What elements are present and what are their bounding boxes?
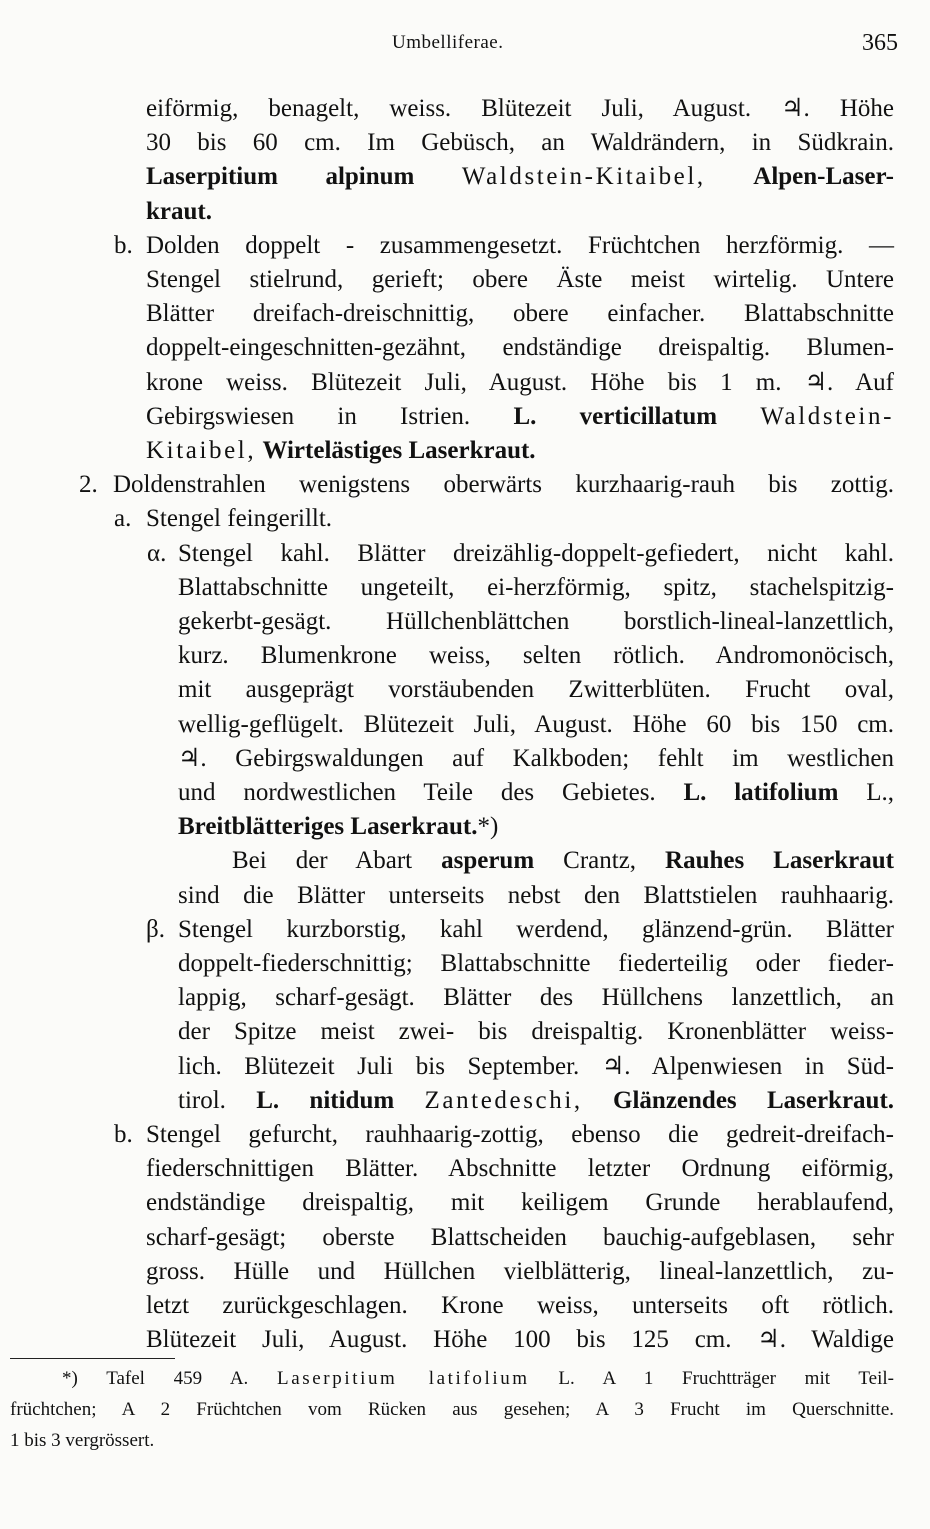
text-line (146, 195, 246, 229)
text-line (113, 468, 894, 502)
text-line (146, 92, 894, 126)
bold-term: L. latifolium (683, 779, 839, 806)
bold-term: Rauhes Laserkraut (665, 847, 895, 874)
text-run: doppelt-fiederschnittig; Blattabschnitte fiederteilig oder fieder- (178, 950, 894, 977)
text-line (146, 434, 616, 468)
text-line (146, 229, 894, 263)
text-line (146, 1118, 894, 1152)
author-name: Laserpitium latifolium (277, 1368, 530, 1389)
author-name: Waldstein- (760, 403, 894, 430)
list-marker: β. (146, 916, 165, 943)
text-run: Stengel kurzborstig, kahl werdend, glänzend-grün. Blätter (178, 916, 894, 943)
text-line (178, 639, 894, 673)
text-run: fiederschnittigen Blätter. Abschnitte letzter Ordnung eiförmig, (146, 1155, 894, 1182)
text-line (146, 126, 894, 160)
bold-term: L. nitidum (256, 1087, 395, 1114)
text-line (146, 366, 894, 400)
text-run: wellig-geflügelt. Blütezeit Juli, August. Höhe 60 bis 150 cm. (178, 711, 894, 738)
text-run: Dolden doppelt - zusammengesetzt. Früchtchen herzförmig. — (146, 232, 894, 259)
text-line (178, 810, 578, 844)
text-line (178, 947, 894, 981)
text-line (146, 1255, 894, 1289)
bold-term: Wirtelästiges Laserkraut. (262, 437, 536, 464)
text-run: scharf-gesägt; oberste Blattscheiden bauchig-aufgeblasen, sehr (146, 1224, 894, 1251)
text-line (178, 605, 894, 639)
text-run: und nordwestlichen Teile des Gebietes. (178, 779, 684, 806)
text-run: tirol. (178, 1087, 257, 1114)
text-run: Stengel stielrund, gerieft; obere Äste meist wirtelig. Untere (146, 266, 894, 293)
text-run: lappig, scharf-gesägt. Blätter des Hüllchens lanzettlich, an (178, 984, 894, 1011)
text-run: Bei der Abart (232, 847, 442, 874)
text-run: L. A 1 Fruchtträger mit Teil- (529, 1368, 894, 1389)
text-line (178, 1050, 894, 1084)
text-run: Crantz, (534, 847, 666, 874)
text-line (146, 263, 894, 297)
list-marker: 2. (79, 471, 98, 498)
text-line (232, 844, 894, 878)
text-run: der Spitze meist zwei- bis dreispaltig. Kronenblätter weiss- (178, 1018, 894, 1045)
footnote-line (10, 1427, 310, 1455)
text-run: Stengel feingerillt. (146, 505, 333, 532)
footnote-rule (10, 1358, 175, 1359)
text-run (706, 163, 754, 190)
text-line (146, 1152, 894, 1186)
text-run: Stengel gefurcht, rauhhaarig-zottig, ebenso die gedreit-dreifach- (146, 1121, 894, 1148)
bold-term: Breitblätteriges Laserkraut. (178, 813, 478, 840)
text-line (178, 776, 894, 810)
text-run: Doldenstrahlen wenigstens oberwärts kurzhaarig-rauh bis zottig. (113, 471, 894, 498)
text-line (178, 742, 894, 776)
footnote-line (10, 1396, 894, 1424)
text-run: *) Tafel 459 A. (62, 1368, 278, 1389)
text-line (178, 708, 894, 742)
text-line (146, 160, 894, 194)
text-run: endständige dreispaltig, mit keiligem Grunde herablaufend, (146, 1189, 894, 1216)
text-line (178, 879, 894, 913)
text-run: Blätter dreifach-dreischnittig, obere einfacher. Blattabschnitte (146, 300, 894, 327)
text-line (178, 1084, 894, 1118)
text-run: doppelt-eingeschnitten-gezähnt, endständige dreispaltig. Blumen- (146, 334, 894, 361)
page-number: 365 (862, 30, 898, 56)
text-run: kurz. Blumenkrone weiss, selten rötlich. Andromonöcisch, (178, 642, 894, 669)
page-header (0, 32, 930, 62)
author-name: Kitaibel, (146, 437, 257, 464)
list-marker: b. (114, 1121, 133, 1148)
bold-term: L. verticillatum (513, 403, 718, 430)
text-line (146, 1323, 894, 1357)
text-line (146, 1186, 894, 1220)
text-line (146, 297, 894, 331)
bold-term: Laserpitium alpinum (146, 163, 415, 190)
text-run (414, 163, 462, 190)
text-run: L., (838, 779, 894, 806)
text-line (146, 400, 894, 434)
running-head: Umbelliferae. (392, 32, 504, 53)
text-run: früchtchen; A 2 Früchtchen vom Rücken aus gesehen; A 3 Frucht im Querschnitte. (10, 1399, 894, 1420)
footnote-line (62, 1365, 894, 1393)
text-line (146, 1289, 894, 1323)
text-run: gross. Hülle und Hüllchen vielblätterig, lineal-lanzettlich, zu- (146, 1258, 894, 1285)
text-run: sind die Blätter unterseits nebst den Blattstielen rauhhaarig. (178, 882, 894, 909)
text-run: Blattabschnitte ungeteilt, ei-herzförmig, spitz, stachelspitzig- (178, 574, 894, 601)
list-marker: b. (114, 232, 133, 259)
text-run: lich. Blütezeit Juli bis September. ♃. Alpenwiesen in Süd- (178, 1053, 894, 1080)
bold-term: Glänzendes Laserkraut. (613, 1087, 895, 1114)
text-run: krone weiss. Blütezeit Juli, August. Höhe bis 1 m. ♃. Auf (146, 369, 894, 396)
text-run: Blütezeit Juli, August. Höhe 100 bis 125 cm. ♃. Waldige (146, 1326, 894, 1353)
text-run: eiförmig, benagelt, weiss. Blütezeit Juli, August. ♃. Höhe (146, 95, 894, 122)
text-run (717, 403, 760, 430)
text-run: mit ausgeprägt vorstäubenden Zwitterblüten. Frucht oval, (178, 676, 894, 703)
author-name: Zantedeschi, (424, 1087, 583, 1114)
text-line (146, 1221, 894, 1255)
text-run: 1 bis 3 vergrössert. (10, 1430, 155, 1451)
text-run: ♃. Gebirgswaldungen auf Kalkboden; fehlt im westlichen (178, 745, 894, 772)
bold-term: Alpen-Laser- (753, 163, 895, 190)
list-marker: a. (114, 505, 132, 532)
text-run: Gebirgswiesen in Istrien. (146, 403, 514, 430)
text-run: *) (477, 813, 499, 840)
text-line (146, 502, 376, 536)
text-run (583, 1087, 613, 1114)
text-run: 30 bis 60 cm. Im Gebüsch, an Waldrändern, in Südkrain. (146, 129, 894, 156)
text-run (394, 1087, 424, 1114)
text-line (146, 331, 894, 365)
text-run: gekerbt-gesägt. Hüllchenblättchen borstlich-lineal-lanzettlich, (178, 608, 894, 635)
text-line (178, 981, 894, 1015)
list-marker: α. (147, 540, 167, 567)
text-line (178, 571, 894, 605)
author-name: Waldstein-Kitaibel, (461, 163, 706, 190)
text-line (178, 673, 894, 707)
text-run: letzt zurückgeschlagen. Krone weiss, unterseits oft rötlich. (146, 1292, 894, 1319)
text-line (178, 1015, 894, 1049)
text-run: Stengel kahl. Blätter dreizählig-doppelt-gefiedert, nicht kahl. (178, 540, 894, 567)
text-line (178, 537, 894, 571)
bold-term: kraut. (146, 198, 212, 225)
bold-term: asperum (441, 847, 535, 874)
text-line (178, 913, 894, 947)
